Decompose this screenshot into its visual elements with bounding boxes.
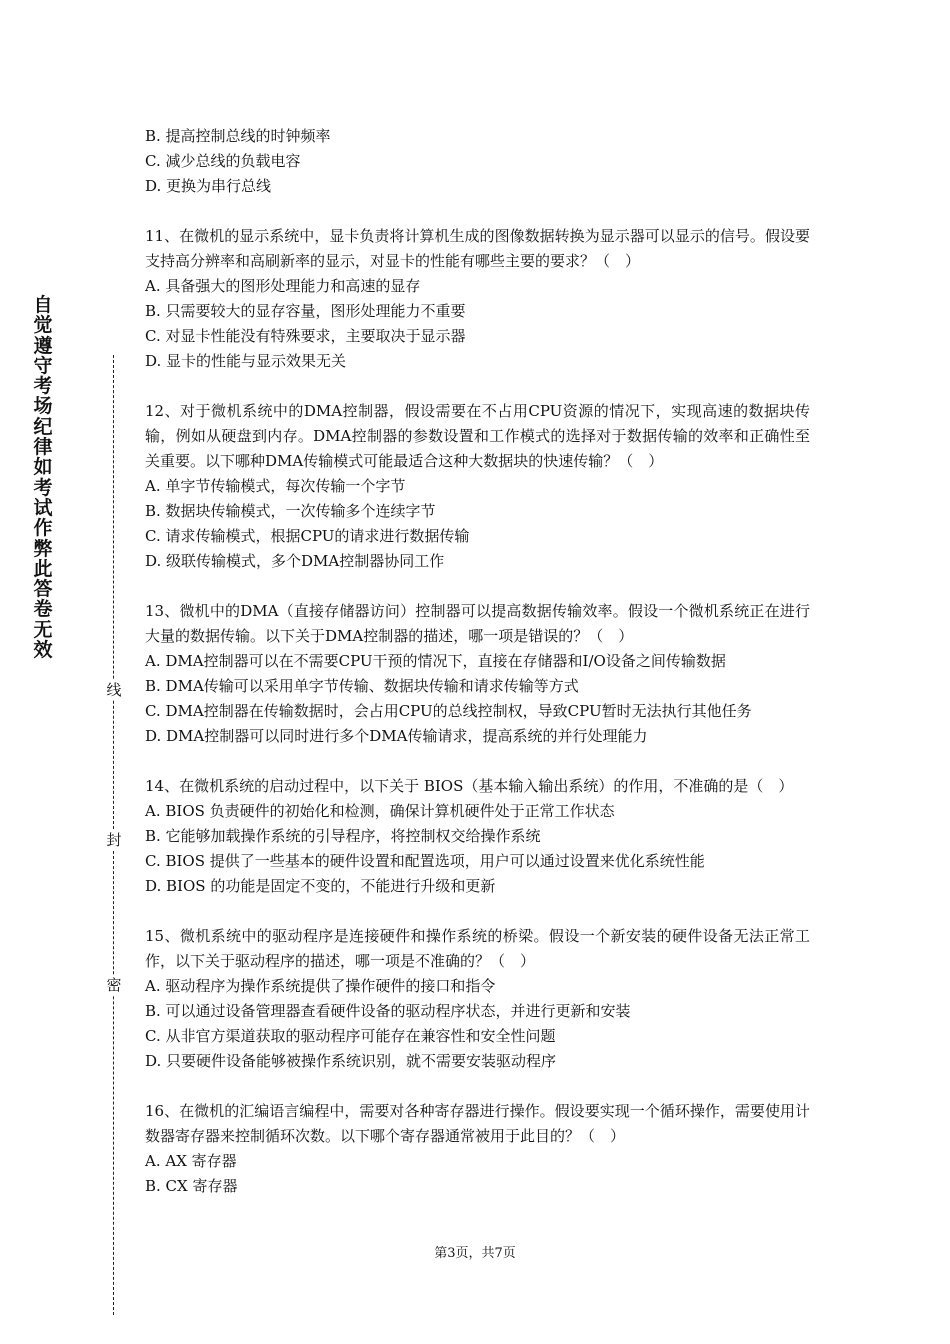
question-14	[145, 774, 810, 899]
question-stem: 11、在微机的显示系统中，显卡负责将计算机生成的图像数据转换为显示器可以显示的信号。假设要支持高分辨率和高刷新率的显示，对显卡的性能有哪些主要的要求？（ ）	[145, 227, 810, 270]
binding-mark-xian: 线	[104, 680, 124, 700]
page-number: 第3页，共7页	[434, 1246, 516, 1261]
option: B. 可以通过设备管理器查看硬件设备的驱动程序状态，并进行更新和安装	[145, 1002, 631, 1020]
binding-mark-feng: 封	[104, 830, 124, 850]
option: C. DMA控制器在传输数据时，会占用CPU的总线控制权，导致CPU暂时无法执行其他任务	[145, 702, 752, 720]
option: C. 减少总线的负载电容	[145, 152, 301, 170]
option: B. 数据块传输模式，一次传输多个连续字节	[145, 502, 436, 520]
carry-over-options	[145, 124, 810, 199]
option: A. 具备强大的图形处理能力和高速的显存	[145, 277, 421, 295]
option: A. BIOS 负责硬件的初始化和检测，确保计算机硬件处于正常工作状态	[145, 802, 615, 820]
option: A. DMA控制器可以在不需要CPU干预的情况下，直接在存储器和I/O设备之间传输数据	[145, 652, 726, 670]
option: B. 提高控制总线的时钟频率	[145, 127, 331, 145]
question-16	[145, 1099, 810, 1199]
option: C. 对显卡性能没有特殊要求，主要取决于显示器	[145, 327, 466, 345]
question-stem: 12、对于微机系统中的DMA控制器，假设需要在不占用CPU资源的情况下，实现高速的数据块传输，例如从硬盘到内存。DMA控制器的参数设置和工作模式的选择对于数据传输的效率和正确性至关重要。以下哪种DMA传输模式可能最适合这种大数据块的快速传输？（ ）	[145, 402, 810, 470]
question-stem: 15、微机系统中的驱动程序是连接硬件和操作系统的桥梁。假设一个新安装的硬件设备无法正常工作，以下关于驱动程序的描述，哪一项是不准确的？（ ）	[145, 927, 810, 970]
option: D. DMA控制器可以同时进行多个DMA传输请求，提高系统的并行处理能力	[145, 727, 648, 745]
option: D. 显卡的性能与显示效果无关	[145, 352, 347, 370]
option: B. DMA传输可以采用单字节传输、数据块传输和请求传输等方式	[145, 677, 579, 695]
option: C. 从非官方渠道获取的驱动程序可能存在兼容性和安全性问题	[145, 1027, 556, 1045]
question-12	[145, 399, 810, 574]
option: D. 级联传输模式，多个DMA控制器协同工作	[145, 552, 445, 570]
question-stem: 16、在微机的汇编语言编程中，需要对各种寄存器进行操作。假设要实现一个循环操作，需要使用计数器寄存器来控制循环次数。以下哪个寄存器通常被用于此目的？（ ）	[145, 1102, 810, 1145]
binding-mark-mi: 密	[104, 975, 124, 995]
option: C. BIOS 提供了一些基本的硬件设置和配置选项，用户可以通过设置来优化系统性能	[145, 852, 705, 870]
option: D. BIOS 的功能是固定不变的，不能进行升级和更新	[145, 877, 496, 895]
option: B. CX 寄存器	[145, 1177, 238, 1195]
option: C. 请求传输模式，根据CPU的请求进行数据传输	[145, 527, 470, 545]
option: B. 只需要较大的显存容量，图形处理能力不重要	[145, 302, 466, 320]
question-11	[145, 224, 810, 374]
question-15	[145, 924, 810, 1074]
exam-discipline-notice: 自觉遵守考场纪律如考试作弊此答卷无效	[33, 294, 53, 662]
option: A. 驱动程序为操作系统提供了操作硬件的接口和指令	[145, 977, 496, 995]
question-content	[145, 124, 810, 1199]
question-stem: 14、在微机系统的启动过程中，以下关于 BIOS（基本输入输出系统）的作用，不准确的是（ ）	[145, 777, 794, 795]
question-stem: 13、微机中的DMA（直接存储器访问）控制器可以提高数据传输效率。假设一个微机系统正在进行大量的数据传输。以下关于DMA控制器的描述，哪一项是错误的？（ ）	[145, 602, 810, 645]
option: A. 单字节传输模式，每次传输一个字节	[145, 477, 406, 495]
option: B. 它能够加载操作系统的引导程序，将控制权交给操作系统	[145, 827, 541, 845]
option: D. 更换为串行总线	[145, 177, 272, 195]
question-13	[145, 599, 810, 749]
option: A. AX 寄存器	[145, 1152, 237, 1170]
option: D. 只要硬件设备能够被操作系统识别，就不需要安装驱动程序	[145, 1052, 557, 1070]
